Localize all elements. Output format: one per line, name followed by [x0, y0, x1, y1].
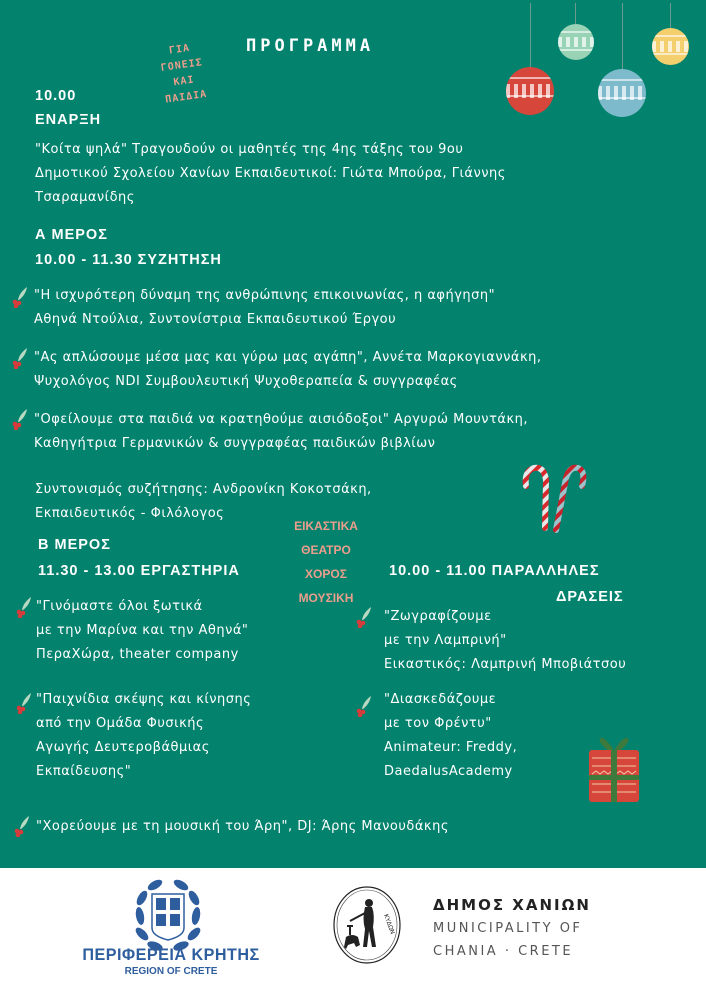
part-a-item: "Ας απλώσουμε μέσα μας και γύρω μας αγάπη", Αννέτα Μαρκογιαννάκη, Ψυχολόγος NDI Συμβουλευτική Ψυχοθεραπεία & συγγραφέας — [34, 350, 542, 389]
part-b-item: "Παιχνίδια σκέψης και κίνησης από την Ομάδα Φυσικής Αγωγής Δευτεροβάθμιας Εκπαίδευσης" — [36, 692, 252, 779]
municipality-name: ΔΗΜΟΣ ΧΑΝΙΩΝ — [433, 896, 591, 914]
holly-icon — [354, 606, 374, 632]
ornament-red-icon — [506, 67, 554, 115]
parallel-label: ΔΡΑΣΕΙΣ — [556, 589, 624, 605]
audience-tag: ΓΙΑ ΓΟΝΕΙΣ ΚΑΙ ΠΑΙΔΙΑ — [160, 42, 208, 106]
activity-tags: ΕΙΚΑΣΤΙΚΑ ΘΕΑΤΡΟ ΧΟΡΟΣ ΜΟΥΣΙΚΗ — [294, 519, 358, 605]
part-a-label: Α ΜΕΡΟΣ — [35, 227, 108, 243]
holly-icon — [354, 695, 374, 721]
moderator: Συντονισμός συζήτησης: Ανδρονίκη Κοκοτσάκη, Εκπαιδευτικός - Φιλόλογος — [35, 482, 372, 521]
municipality-subtitle-1: MUNICIPALITY OF — [433, 921, 583, 936]
ornament-blue-icon — [598, 69, 646, 117]
holly-icon — [10, 347, 30, 373]
kydon-coin-icon — [332, 885, 402, 969]
holly-icon — [10, 408, 30, 434]
opening-description: "Κοίτα ψηλά" Τραγουδούν οι μαθητές της 4ης τάξης του 9ου Δημοτικού Σχολείου Χανίων Εκπαιδευτικοί: Γιώτα Μπούρα, Γιάννης Τσαραμανίδης — [35, 142, 506, 205]
part-a-item: "Οφείλουμε στα παιδιά να κρατηθούμε αισιόδοξοι" Αργυρώ Μουντάκη, Καθηγήτρια Γερμανικών & συγγραφέας παιδικών βιβλίων — [34, 412, 528, 451]
holly-icon — [14, 692, 34, 718]
svg-text:ΚΥΔΩΝ: ΚΥΔΩΝ — [382, 913, 396, 936]
part-b-label: Β ΜΕΡΟΣ — [38, 537, 111, 553]
holly-icon — [14, 596, 34, 622]
parallel-item: "Ζωγραφίζουμε με την Λαμπρινή" Εικαστικός: Λαμπρινή Μποβιάτσου — [384, 609, 627, 672]
footer-logos — [0, 868, 706, 1000]
part-b-time: 11.30 - 13.00 ΕΡΓΑΣΤΗΡΙΑ — [38, 563, 240, 579]
part-a-time: 10.00 - 11.30 ΣΥΖΗΤΗΣΗ — [35, 252, 222, 268]
ornament-mint-icon — [558, 24, 594, 60]
parallel-item: "Διασκεδάζουμε με τον Φρέντυ" Animateur: Freddy, DaedalusAcademy — [384, 692, 518, 779]
opening-label: ΕΝΑΡΞΗ — [35, 112, 102, 128]
holly-icon — [10, 286, 30, 312]
region-subtitle: REGION OF CRETE — [124, 966, 218, 977]
municipality-subtitle-2: CHANIA · CRETE — [433, 944, 574, 959]
candy-cane-icon — [518, 462, 590, 538]
parallel-time: 10.00 - 11.00 ΠΑΡΑΛΛΗΛΕΣ — [389, 563, 600, 579]
part-a-item: "Η ισχυρότερη δύναμη της ανθρώπινης επικοινωνίας, η αφήγηση" Αθηνά Ντούλια, Συντονίστρια Εκπαιδευτικού Έργου — [34, 288, 496, 327]
gift-icon — [586, 728, 642, 808]
closing-item: "Χορεύουμε με τη μουσική του Άρη", DJ: Άρης Μανουδάκης — [36, 819, 449, 834]
part-b-item: "Γινόμαστε όλοι ξωτικά με την Μαρίνα και την Αθηνά" ΠεραΧώρα, theater company — [36, 599, 249, 662]
ornament-yellow-icon — [652, 28, 689, 65]
region-name: ΠΕΡΙΦΕΡΕΙΑ ΚΡΗΤΗΣ — [82, 945, 260, 964]
opening-time: 10.00 — [35, 88, 77, 104]
holly-icon — [12, 815, 32, 841]
page-title: ΠΡΟΓΡΑΜΜΑ — [246, 36, 375, 56]
